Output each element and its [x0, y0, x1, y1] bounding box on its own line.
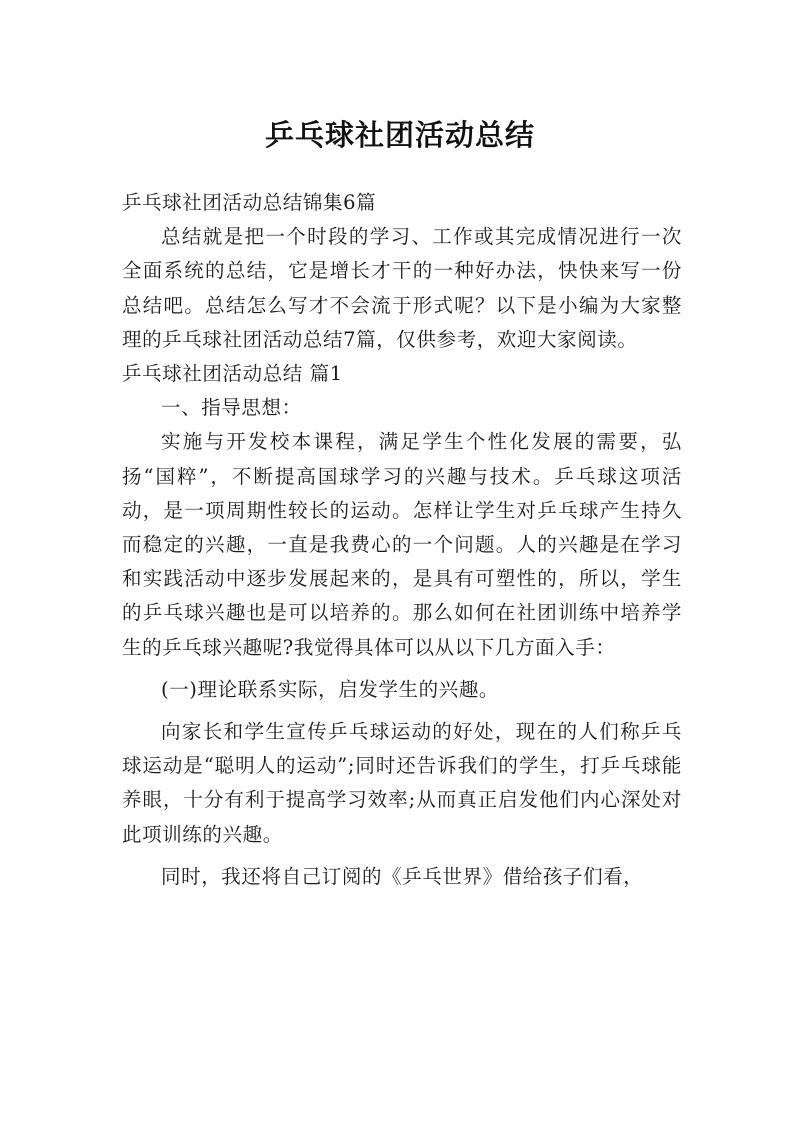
collection-heading: 乒乓球社团活动总结锦集6篇	[122, 191, 377, 214]
document-title: 乒乓球社团活动总结	[264, 118, 535, 153]
body-paragraph: 同时，我还将自己订阅的《乒乓世界》借给孩子们看，	[161, 864, 644, 888]
subsection-heading: 一、指导思想：	[161, 396, 302, 420]
body-paragraph: 实施与开发校本课程，满足学生个性化发展的需要，弘扬“国粹”，不断提高国球学习的兴趣与技术。乒乓球这项活动，是一项周期性较长的运动。怎样让学生对乒乓球产生持久而稳定的兴趣，一直是我费心的一个问题。人的兴趣是在学习和实践活动中逐步发展起来的，是具有可塑性的，所以，学生的乒乓球兴趣也是可以培养的。那么如何在社团训练中培养学生的乒乓球兴趣呢?我觉得具体可以从以下几方面入手：	[122, 430, 682, 659]
section-heading: 乒乓球社团活动总结 篇1	[122, 362, 343, 386]
document-body	[122, 186, 682, 894]
subsection-heading: (一)理论联系实际，启发学生的兴趣。	[161, 677, 500, 701]
intro-paragraph: 总结就是把一个时段的学习、工作或其完成情况进行一次全面系统的总结，它是增长才干的一种好办法，快快来写一份总结吧。总结怎么写才不会流于形式呢？以下是小编为大家整理的乒乓球社团活动总结7篇，仅供参考，欢迎大家阅读。	[122, 225, 682, 351]
body-paragraph: 向家长和学生宣传乒乓球运动的好处，现在的人们称乒乓球运动是“聪明人的运动”;同时还告诉我们的学生，打乒乓球能养眼，十分有利于提高学习效率;从而真正启发他们内心深处对此项训练的兴趣。	[122, 720, 682, 846]
